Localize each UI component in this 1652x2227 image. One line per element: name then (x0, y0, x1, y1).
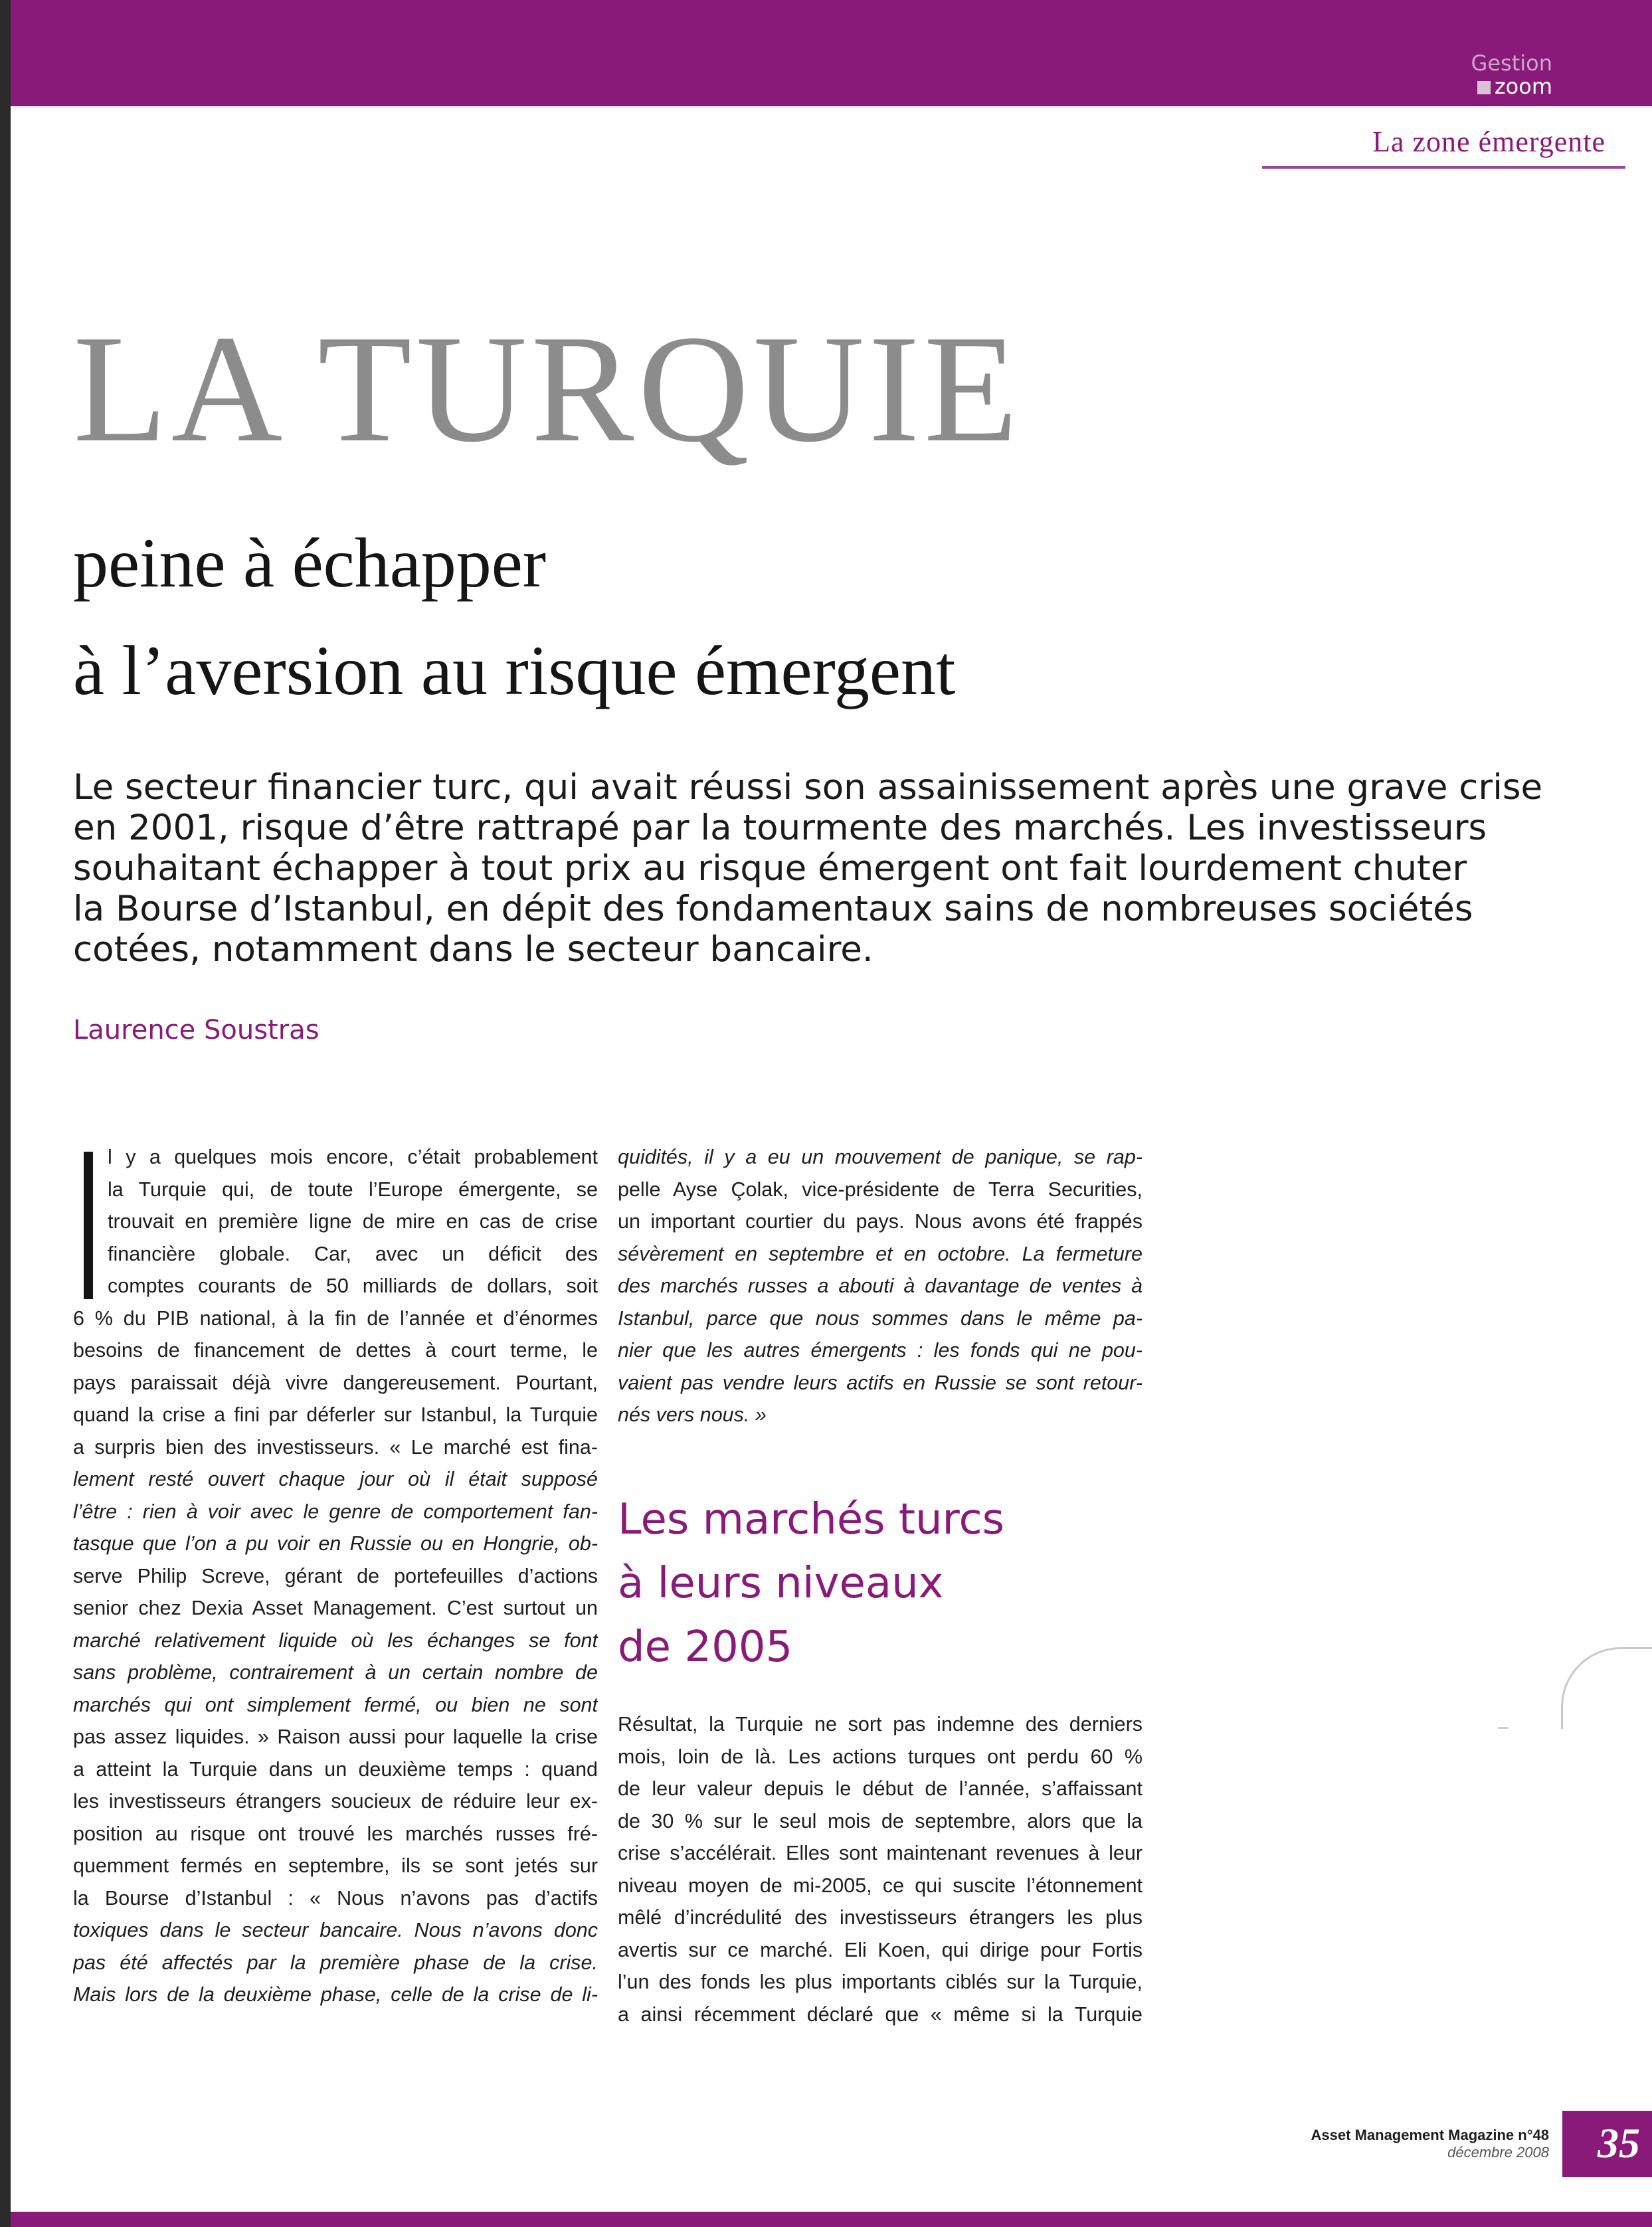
body-line: trouvait en première ligne de mire en cas de crise (108, 1210, 598, 1233)
body-line: de 30 % sur le seul mois de septembre, alors que la (618, 1809, 1143, 1832)
body-line: tasque que l’on a pu voir en Russie ou en Hongrie, ob- (73, 1532, 598, 1555)
header-band (11, 0, 1652, 106)
article-author: Laurence Soustras (73, 1015, 320, 1045)
body-line: Istanbul, parce que nous sommes dans le même pa- (618, 1306, 1143, 1330)
square-icon (1477, 81, 1491, 94)
body-line: lement resté ouvert chaque jour où il était supposé (73, 1468, 598, 1490)
lede-line: en 2001, risque d’être rattrapé par la tourmente des marchés. Les investisseurs (73, 808, 1487, 848)
body-line: vaient pas vendre leurs actifs en Russie se sont retour- (618, 1371, 1143, 1394)
body-line: marché relativement liquide où les échanges se font (73, 1629, 598, 1652)
body-line: mois, loin de là. Les actions turques ont perdu 60 % (618, 1745, 1143, 1768)
body-line: l’un des fonds les plus importants ciblés sur la Turquie, (618, 1971, 1143, 1993)
body-line: pas assez liquides. » Raison aussi pour laquelle la crise (73, 1726, 598, 1748)
body-column-1 (73, 1141, 598, 2011)
body-line: quemment fermés en septembre, ils se sont jetés sur (73, 1854, 598, 1877)
kicker-text: La zone émergente (1372, 126, 1606, 158)
section-label: Gestion (1471, 50, 1552, 76)
article-title: LA TURQUIE (73, 304, 1022, 474)
body-line: pas été affectés par la première phase de la crise. (73, 1951, 598, 1974)
body-column-2-top (618, 1141, 1143, 1431)
lede-line: souhaitant échapper à tout prix au risque émergent ont fait lourdement chuter (73, 848, 1467, 889)
body-line: sévèrement en septembre et en octobre. La fermeture (618, 1242, 1143, 1265)
footer-date: décembre 2008 (1447, 2144, 1549, 2161)
body-line: toxiques dans le secteur bancaire. Nous n’avons donc (73, 1919, 598, 1941)
subsection-label (1477, 74, 1552, 98)
article-subtitle-line-1: peine à échapper (73, 524, 547, 602)
body-line: crise s’accélérait. Elles sont maintenant revenues à leur (618, 1842, 1143, 1864)
body-line: a atteint la Turquie dans un deuxième temps : quand (73, 1757, 598, 1781)
body-line: comptes courants de 50 milliards de dollars, soit (108, 1275, 598, 1297)
lede-line: cotées, notamment dans le secteur bancaire. (73, 929, 873, 970)
body-line: Résultat, la Turquie ne sort pas indemne des derniers (618, 1713, 1143, 1736)
body-line: la Bourse d’Istanbul : « Nous n’avons pas d’actifs (73, 1886, 598, 1910)
section-heading-line: de 2005 (618, 1623, 793, 1672)
page-edge (0, 0, 11, 2227)
body-line: a surpris bien des investisseurs. « Le marché est fina- (73, 1435, 598, 1459)
body-line: niveau moyen de mi-2005, ce qui suscite l’étonnement (618, 1874, 1143, 1897)
body-line: 6 % du PIB national, à la fin de l’année et d’énormes (73, 1306, 598, 1330)
article-subtitle-line-2: à l’aversion au risque émergent (73, 632, 956, 709)
lede-line: la Bourse d’Istanbul, en dépit des fondamentaux sains de nombreuses sociétés (73, 889, 1473, 929)
body-line: avertis sur ce marché. Eli Koen, qui dirige pour Fortis (618, 1938, 1143, 1961)
article-lede (73, 767, 1568, 970)
footer-band (11, 2212, 1652, 2227)
page-number: 35 (1598, 2119, 1640, 2167)
body-line: pays paraissait déjà vivre dangereusement. Pourtant, (73, 1371, 598, 1394)
subsection-text: zoom (1494, 74, 1552, 99)
kicker (1372, 125, 1606, 159)
body-line: les investisseurs étrangers soucieux de réduire leur ex- (73, 1790, 598, 1813)
body-line: quand la crise a fini par déferler sur Istanbul, la Turquie (73, 1403, 598, 1426)
body-line: l’être : rien à voir avec le genre de comportement fan- (73, 1500, 598, 1523)
body-line: des marchés russes a abouti à davantage de ventes à (618, 1275, 1143, 1297)
body-line: un important courtier du pays. Nous avons été frappés (618, 1210, 1143, 1233)
kicker-underline (1262, 166, 1625, 169)
footer-publication: Asset Management Magazine n°48 (1311, 2127, 1549, 2143)
body-line: la Turquie qui, de toute l’Europe émergente, se (108, 1178, 598, 1201)
body-line: pelle Ayse Çolak, vice-présidente de Terra Securities, (618, 1178, 1143, 1201)
body-line: position au risque ont trouvé les marchés russes fré- (73, 1822, 598, 1845)
body-line: senior chez Dexia Asset Management. C’est surtout un (73, 1597, 598, 1619)
body-line: nés vers nous. » (618, 1403, 767, 1426)
body-line: sans problème, contrairement à un certain nombre de (73, 1661, 598, 1684)
body-line: marchés qui ont simplement fermé, ou bien ne sont (73, 1693, 598, 1716)
lede-line: Le secteur financier turc, qui avait réussi son assainissement après une grave crise (73, 767, 1543, 808)
section-heading-line: Les marchés turcs (618, 1495, 1004, 1544)
body-line: a ainsi récemment déclaré que « même si la Turquie (618, 2003, 1143, 2026)
section-heading-line: à leurs niveaux (618, 1559, 944, 1608)
body-line: financière globale. Car, avec un déficit des (108, 1242, 598, 1265)
body-line: l y a quelques mois encore, c’était probablement (108, 1146, 598, 1168)
decorative-dash (1498, 1727, 1509, 1729)
body-line: serve Philip Screve, gérant de portefeuilles d’actions (73, 1564, 598, 1587)
body-line: Mais lors de la deuxième phase, celle de la crise de li- (73, 1983, 598, 2006)
body-column-2-bottom (618, 1708, 1143, 2030)
body-line: nier que les autres émergents : les fonds qui ne pou- (618, 1339, 1143, 1362)
body-line: de leur valeur depuis le début de l’année, s’affaissant (618, 1777, 1143, 1800)
section-heading (618, 1488, 1004, 1679)
body-line: besoins de financement de dettes à court terme, le (73, 1339, 598, 1362)
body-line: quidités, il y a eu un mouvement de panique, se rap- (618, 1146, 1143, 1168)
body-line: mêlé d’incrédulité des investisseurs étrangers les plus (618, 1906, 1143, 1929)
decorative-arc (1561, 1647, 1652, 1729)
